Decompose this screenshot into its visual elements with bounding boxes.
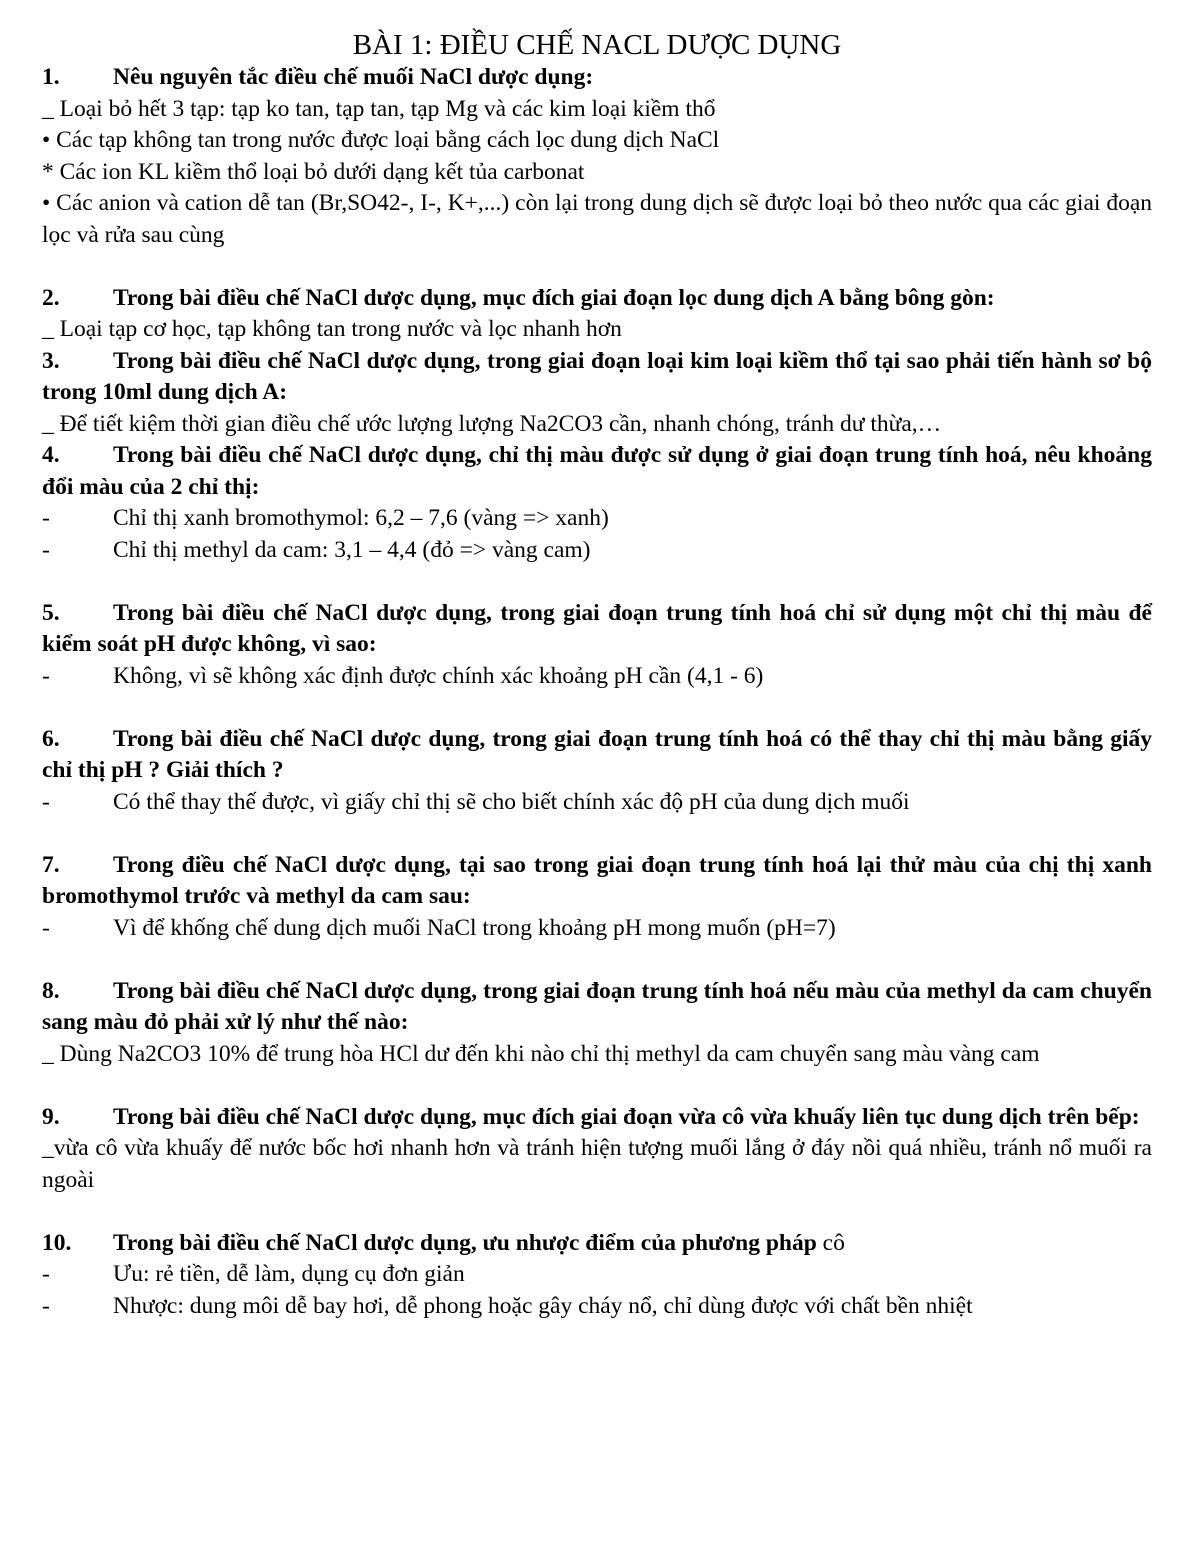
question-8 — [42, 976, 1152, 1039]
question-text: Trong bài điều chế NaCl dược dụng, trong giai đoạn trung tính hoá nếu màu của methyl da cam chuyển sang màu đỏ phải xử lý như thế nào: — [42, 977, 1152, 1035]
question-number: 4. — [42, 442, 60, 468]
document-page — [42, 28, 1152, 1322]
question-7 — [42, 850, 1152, 913]
question-text: Trong bài điều chế NaCl dược dụng, trong giai đoạn loại kim loại kiềm thổ tại sao phải tiến hành sơ bộ trong 10ml dung dịch A: — [42, 347, 1152, 405]
dash-marker: - — [42, 1261, 50, 1287]
question-text: Trong điều chế NaCl dược dụng, tại sao trong giai đoạn trung tính hoá lại thử màu của chị thị xanh bromothymol trước và methyl da cam sau: — [42, 851, 1152, 909]
question-text: Trong bài điều chế NaCl dược dụng, ưu nhược điểm của phương pháp — [113, 1229, 817, 1256]
question-number: 8. — [42, 977, 60, 1004]
question-number: 2. — [42, 284, 60, 311]
question-text: Trong bài điều chế NaCl dược dụng, trong giai đoạn trung tính hoá chỉ sử dụng một chỉ thị màu để kiểm soát pH được không, vì sao: — [42, 599, 1152, 657]
question-10 — [42, 1228, 1152, 1260]
answer-line: _ Để tiết kiệm thời gian điều chế ước lượng lượng Na2CO3 cần, nhanh chóng, tránh dư thừa,… — [42, 410, 942, 437]
answer-bullet — [42, 913, 1152, 945]
spacer — [42, 1070, 1152, 1102]
answer-text: Không, vì sẽ không xác định được chính xác khoảng pH cần (4,1 - 6) — [113, 662, 764, 689]
question-text: Trong bài điều chế NaCl dược dụng, mục đích giai đoạn lọc dung dịch A bằng bông gòn: — [113, 284, 995, 311]
answer-text: Vì để khống chế dung dịch muối NaCl trong khoảng pH mong muốn (pH=7) — [113, 914, 836, 941]
answer-bullet — [42, 661, 1152, 693]
question-number: 5. — [42, 599, 60, 626]
answer-text: Chỉ thị xanh bromothymol: 6,2 – 7,6 (vàng => xanh) — [113, 505, 609, 531]
answer-bullet — [42, 787, 1152, 819]
document-title: BÀI 1: ĐIỀU CHẾ NACL DƯỢC DỤNG — [352, 29, 842, 61]
answer-text: Chỉ thị methyl da cam: 3,1 – 4,4 (đỏ => vàng cam) — [113, 536, 591, 563]
answer-bullet — [42, 535, 1152, 567]
question-number: 7. — [42, 851, 60, 878]
question-number: 1. — [42, 64, 60, 90]
question-9 — [42, 1102, 1152, 1134]
spacer — [42, 818, 1152, 850]
dash-marker: - — [42, 788, 50, 815]
question-text: Trong bài điều chế NaCl dược dụng, trong giai đoạn trung tính hoá có thể thay chỉ thị màu bằng giấy chỉ thị pH ? Giải thích ? — [42, 725, 1152, 783]
answer-text: Nhược: dung môi dễ bay hơi, dễ phong hoặc gây cháy nổ, chỉ dùng được với chất bền nhiệt — [113, 1292, 973, 1319]
answer-line: • Các tạp không tan trong nước được loại bằng cách lọc dung dịch NaCl — [42, 127, 720, 153]
question-5 — [42, 598, 1152, 661]
answer-line: * Các ion KL kiềm thổ loại bỏ dưới dạng kết tủa carbonat — [42, 158, 585, 185]
answer-line: _ Dùng Na2CO3 10% để trung hòa HCl dư đến khi nào chỉ thị methyl da cam chuyển sang màu vàng cam — [42, 1040, 1040, 1067]
question-6 — [42, 724, 1152, 787]
dash-marker: - — [42, 1292, 50, 1319]
answer-text: Có thể thay thế được, vì giấy chỉ thị sẽ cho biết chính xác độ pH của dung dịch muối — [113, 788, 910, 815]
question-2 — [42, 283, 1152, 315]
question-1 — [42, 62, 1152, 94]
question-number: 3. — [42, 347, 60, 374]
dash-marker: - — [42, 536, 50, 563]
question-text: Trong bài điều chế NaCl dược dụng, mục đích giai đoạn vừa cô vừa khuấy liên tục dung dịch trên bếp: — [113, 1103, 1140, 1130]
dash-marker: - — [42, 662, 50, 689]
answer-bullet — [42, 503, 1152, 535]
spacer — [42, 944, 1152, 976]
answer-bullet — [42, 1291, 1152, 1323]
answer-line: _ Loại tạp cơ học, tạp không tan trong nước và lọc nhanh hơn — [42, 316, 622, 342]
spacer — [42, 1196, 1152, 1228]
spacer — [42, 566, 1152, 598]
answer-line: _vừa cô vừa khuấy để nước bốc hơi nhanh hơn và tránh hiện tượng muối lắng ở đáy nồi quá nhiều, tránh nổ muối ra ngoài — [42, 1135, 1152, 1193]
dash-marker: - — [42, 505, 50, 531]
answer-bullet — [42, 1259, 1152, 1291]
question-number: 9. — [42, 1103, 60, 1130]
spacer — [42, 692, 1152, 724]
answer-text: Ưu: rẻ tiền, dễ làm, dụng cụ đơn giản — [113, 1261, 465, 1287]
question-3 — [42, 346, 1152, 409]
question-text-tail: cô — [816, 1229, 845, 1256]
answer-line: _ Loại bỏ hết 3 tạp: tạp ko tan, tạp tan, tạp Mg và các kim loại kiềm thổ — [42, 95, 716, 122]
question-4 — [42, 440, 1152, 503]
spacer — [42, 251, 1152, 283]
dash-marker: - — [42, 914, 50, 941]
question-text: Trong bài điều chế NaCl dược dụng, chỉ thị màu được sử dụng ở giai đoạn trung tính hoá, nêu khoảng đổi màu của 2 chỉ thị: — [42, 442, 1152, 500]
question-text: Nêu nguyên tắc điều chế muối NaCl dược dụng: — [113, 64, 594, 90]
answer-line: • Các anion và cation dễ tan (Br,SO42-, I-, K+,...) còn lại trong dung dịch sẽ được loại bỏ theo nước qua các giai đoạn lọc và rửa sau cùng — [42, 190, 1152, 248]
question-number: 6. — [42, 725, 60, 752]
question-number: 10. — [42, 1229, 72, 1256]
